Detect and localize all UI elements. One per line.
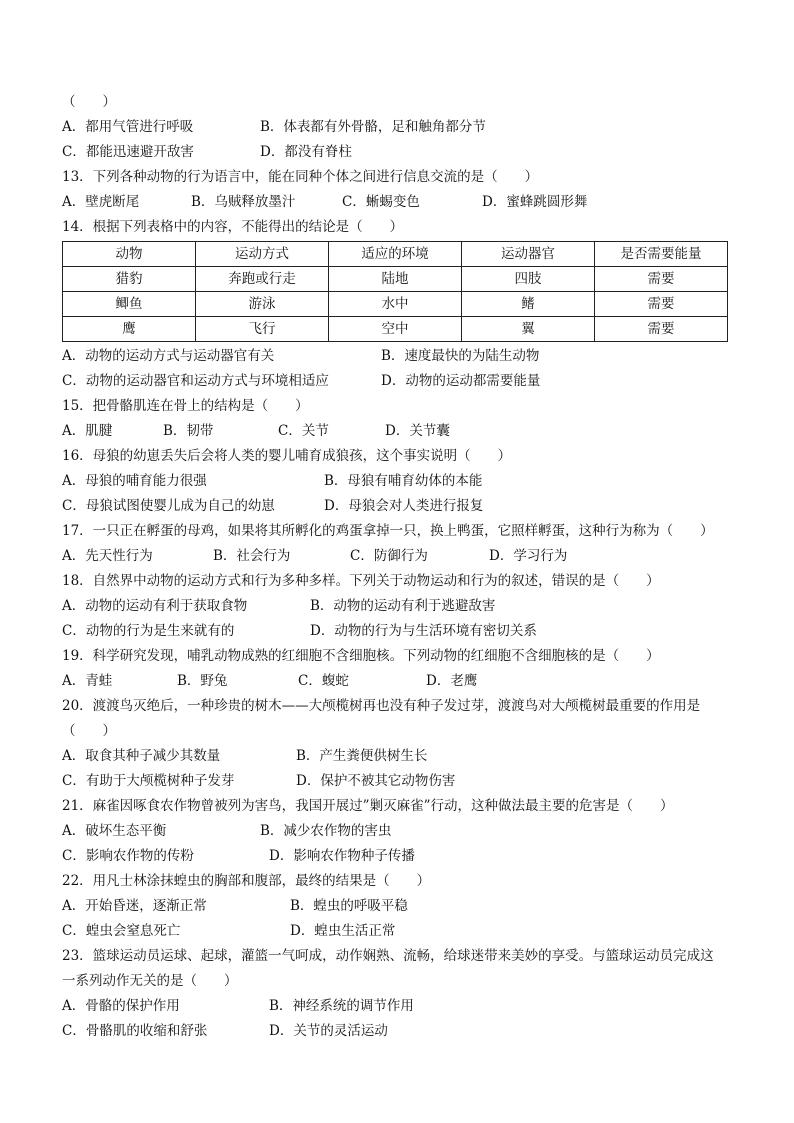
q17-option-b[interactable]: B．社会行为 <box>213 548 291 564</box>
table-cell: 空中 <box>329 317 462 342</box>
q19-stem: 19．科学研究发现，哺乳动物成熟的红细胞不含细胞核。下列动物的红细胞不含细胞核的是（ ） <box>62 648 660 664</box>
q15-stem: 15．把骨骼肌连在骨上的结构是（ ） <box>62 398 309 414</box>
q17-option-c[interactable]: C．防御行为 <box>350 548 428 564</box>
q12-options-row-1 <box>62 115 734 140</box>
q20-option-b[interactable]: B．产生粪便供树生长 <box>296 748 428 764</box>
q22-option-a[interactable]: A．开始昏迷，逐渐正常 <box>62 898 207 914</box>
q12-option-b[interactable]: B．体表都有外骨骼，足和触角都分节 <box>260 119 486 135</box>
q21-option-a[interactable]: A．破坏生态平衡 <box>62 823 167 839</box>
q18-option-c[interactable]: C．动物的行为是生来就有的 <box>62 623 235 639</box>
q18-option-b[interactable]: B．动物的运动有利于逃避敌害 <box>310 598 496 614</box>
table-header-row <box>63 242 728 267</box>
q12-answer-blank: （ ） <box>62 94 116 110</box>
table-row <box>63 267 728 292</box>
q23-options-row-2 <box>62 1019 734 1044</box>
q23-stem: 23．篮球运动员运球、起球，灌篮一气呵成，动作娴熟、流畅，给球迷带来美妙的享受。与篮球运动员完成这 <box>62 948 714 964</box>
table-cell: 猎豹 <box>63 267 196 292</box>
table-header-cell: 运动方式 <box>196 242 329 267</box>
q22-option-d[interactable]: D．蝗虫生活正常 <box>290 923 396 939</box>
q23-option-b[interactable]: B．神经系统的调节作用 <box>269 998 414 1014</box>
table-cell: 四肢 <box>462 267 595 292</box>
q20-options-row-2 <box>62 769 734 794</box>
q21-options-row-1 <box>62 819 734 844</box>
table-cell: 陆地 <box>329 267 462 292</box>
q23-option-a[interactable]: A．骨骼的保护作用 <box>62 998 180 1014</box>
q20-option-d[interactable]: D．保护不被其它动物伤害 <box>296 773 456 789</box>
q20-option-a[interactable]: A．取食其种子减少其数量 <box>62 748 221 764</box>
q16-option-a[interactable]: A．母狼的哺育能力很强 <box>62 473 207 489</box>
q13-option-a[interactable]: A．壁虎断尾 <box>62 194 140 210</box>
q18-options-row-1 <box>62 594 734 619</box>
q23-option-d[interactable]: D．关节的灵活运动 <box>269 1023 388 1039</box>
q20-options-row-1 <box>62 744 734 769</box>
q22-stem: 22．用凡士林涂抹蝗虫的胸部和腹部，最终的结果是（ ） <box>62 873 431 889</box>
table-header-cell: 是否需要能量 <box>595 242 728 267</box>
exam-page <box>62 90 734 1044</box>
q19-option-d[interactable]: D．老鹰 <box>426 673 478 689</box>
table-cell: 需要 <box>595 292 728 317</box>
q17-option-d[interactable]: D．学习行为 <box>489 548 568 564</box>
q19-option-c[interactable]: C．蝮蛇 <box>298 673 349 689</box>
q15-option-d[interactable]: D．关节囊 <box>385 423 450 439</box>
q22-option-b[interactable]: B．蝗虫的呼吸平稳 <box>290 898 408 914</box>
q14-options-row-1 <box>62 344 734 369</box>
q22-options-row-1 <box>62 894 734 919</box>
table-cell: 鳍 <box>462 292 595 317</box>
table-cell: 飞行 <box>196 317 329 342</box>
q16-option-c[interactable]: C．母狼试图使婴儿成为自己的幼崽 <box>62 498 275 514</box>
q19-option-a[interactable]: A．青蛙 <box>62 673 113 689</box>
q20-stem: 20．渡渡鸟灭绝后，一种珍贵的树木——大颅榄树再也没有种子发过芽，渡渡鸟对大颅榄树最重要的作用是 <box>62 698 701 714</box>
q16-stem: 16．母狼的幼崽丢失后会将人类的婴儿哺育成狼孩，这个事实说明（ ） <box>62 448 512 464</box>
q21-option-b[interactable]: B．减少农作物的害虫 <box>260 823 392 839</box>
q15-option-c[interactable]: C．关节 <box>278 423 329 439</box>
table-header-cell: 运动器官 <box>462 242 595 267</box>
table-row <box>63 292 728 317</box>
q12-option-c[interactable]: C．都能迅速避开敌害 <box>62 144 194 160</box>
table-cell: 奔跑或行走 <box>196 267 329 292</box>
table-cell: 鲫鱼 <box>63 292 196 317</box>
table-row <box>63 317 728 342</box>
q15-option-a[interactable]: A．肌腱 <box>62 423 113 439</box>
q21-stem: 21．麻雀因啄食农作物曾被列为害鸟，我国开展过”剿灭麻雀”行动，这种做法最主要的危害是（ ） <box>62 798 674 814</box>
q14-option-d[interactable]: D．动物的运动都需要能量 <box>381 373 541 389</box>
q18-option-a[interactable]: A．动物的运动有利于获取食物 <box>62 598 248 614</box>
q14-option-a[interactable]: A．动物的运动方式与运动器官有关 <box>62 348 275 364</box>
q15-options-row <box>62 419 734 444</box>
q14-option-b[interactable]: B．速度最快的为陆生动物 <box>381 348 540 364</box>
table-header-cell: 适应的环境 <box>329 242 462 267</box>
q21-option-c[interactable]: C．影响农作物的传粉 <box>62 848 194 864</box>
q21-options-row-2 <box>62 844 734 869</box>
table-cell: 游泳 <box>196 292 329 317</box>
q22-option-c[interactable]: C．蝗虫会窒息死亡 <box>62 923 181 939</box>
q12-options-row-2 <box>62 140 734 165</box>
q13-option-c[interactable]: C．蜥蜴变色 <box>342 194 420 210</box>
q19-options-row <box>62 669 734 694</box>
q16-options-row-1 <box>62 469 734 494</box>
q14-option-c[interactable]: C．动物的运动器官和运动方式与环境相适应 <box>62 373 329 389</box>
q15-option-b[interactable]: B．韧带 <box>163 423 214 439</box>
q16-option-d[interactable]: D．母狼会对人类进行报复 <box>324 498 484 514</box>
q19-option-b[interactable]: B．野兔 <box>177 673 228 689</box>
q17-options-row <box>62 544 734 569</box>
q23-option-c[interactable]: C．骨骼肌的收缩和舒张 <box>62 1023 208 1039</box>
q18-stem: 18．自然界中动物的运动方式和行为多种多样。下列关于动物运动和行为的叙述，错误的是（ ） <box>62 573 660 589</box>
q20-answer-blank: （ ） <box>62 723 116 739</box>
q21-option-d[interactable]: D．影响农作物种子传播 <box>269 848 415 864</box>
q13-options-row <box>62 190 734 215</box>
table-header-cell: 动物 <box>63 242 196 267</box>
q14-options-row-2 <box>62 369 734 394</box>
q17-stem: 17．一只正在孵蛋的母鸡，如果将其所孵化的鸡蛋拿掉一只，换上鸭蛋，它照样孵蛋，这种行为称为（ ） <box>62 523 714 539</box>
table-cell: 鹰 <box>63 317 196 342</box>
table-cell: 翼 <box>462 317 595 342</box>
q13-stem: 13．下列各种动物的行为语言中，能在同种个体之间进行信息交流的是（ ） <box>62 169 539 185</box>
q20-option-c[interactable]: C．有助于大颅榄树种子发芽 <box>62 773 235 789</box>
q16-option-b[interactable]: B．母狼有哺育幼体的本能 <box>324 473 483 489</box>
table-cell: 需要 <box>595 267 728 292</box>
table-cell: 需要 <box>595 317 728 342</box>
q23-options-row-1 <box>62 994 734 1019</box>
q18-options-row-2 <box>62 619 734 644</box>
q22-options-row-2 <box>62 919 734 944</box>
q23-stem-continuation: 一系列动作无关的是（ ） <box>62 973 238 989</box>
q18-option-d[interactable]: D．动物的行为与生活环境有密切关系 <box>310 623 537 639</box>
q14-table <box>62 241 728 342</box>
q13-option-d[interactable]: D．蜜蜂跳圆形舞 <box>482 194 588 210</box>
table-cell: 水中 <box>329 292 462 317</box>
q12-option-d[interactable]: D．都没有脊柱 <box>260 144 352 160</box>
q16-options-row-2 <box>62 494 734 519</box>
q14-stem: 14．根据下列表格中的内容，不能得出的结论是（ ） <box>62 219 404 235</box>
q12-option-a[interactable]: A．都用气管进行呼吸 <box>62 119 194 135</box>
q17-option-a[interactable]: A．先天性行为 <box>62 548 153 564</box>
q13-option-b[interactable]: B．乌贼释放墨汁 <box>191 194 296 210</box>
